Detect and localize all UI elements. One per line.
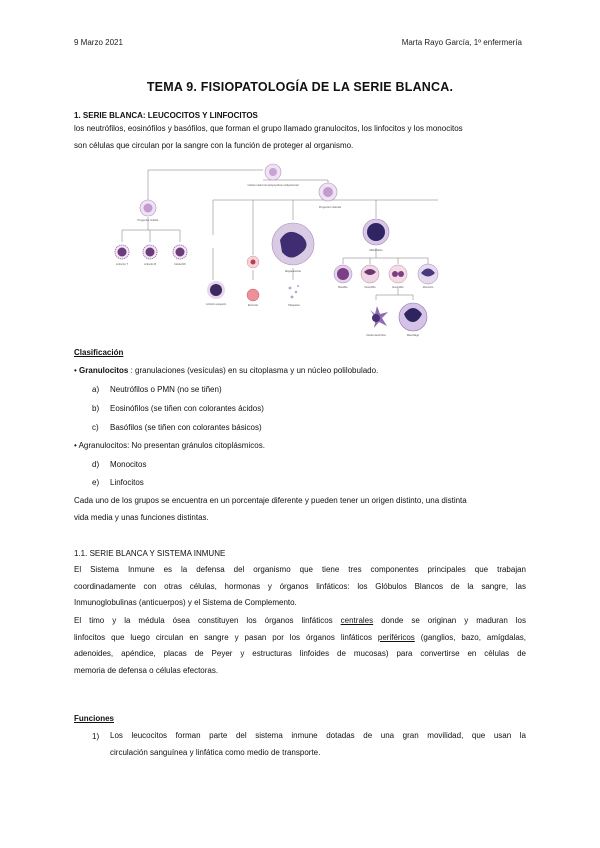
section-heading-sistema-inmune: 1.1. SERIE BLANCA Y SISTEMA INMUNE bbox=[74, 549, 226, 558]
para2-line-3: adenoides, apéndice, placas de Peyer y estructuras linfoides de mucosas) para convertirse en células de bbox=[74, 649, 526, 658]
lymphocyte-group bbox=[115, 245, 187, 259]
intro-line-1: los neutrófilos, eosinófilos y basófilos, que forman el grupo llamado granulocitos, los linfocitos y los monocitos bbox=[74, 124, 463, 133]
label-basophil: Basófilo bbox=[338, 286, 348, 289]
para2-text: (ganglios, bazo, amígdalas, bbox=[414, 632, 527, 642]
granulocitos-line bbox=[74, 366, 378, 375]
intro-line-2: son células que circulan por la sangre con la función de proteger al organismo. bbox=[74, 140, 354, 150]
funciones-line-2: circulación sanguínea y linfática como medio de transporte. bbox=[110, 747, 321, 757]
platelets bbox=[289, 285, 299, 298]
intro-paragraph bbox=[74, 121, 526, 154]
erythrocyte bbox=[247, 289, 259, 301]
label-macrophage: Macrófago bbox=[406, 334, 420, 337]
dendritic-cell bbox=[370, 306, 388, 328]
funciones-item-number: 1) bbox=[92, 732, 100, 741]
label-neutrophil: Neutrófilo bbox=[364, 286, 376, 289]
term-perifericos: periféricos bbox=[377, 632, 415, 642]
label-small-lymph: Linfocito pequeño bbox=[205, 303, 227, 306]
label-platelets: Plaquetas bbox=[288, 304, 300, 307]
granulocitos-term: Granulocitos bbox=[79, 366, 129, 375]
closing-line-1: Cada uno de los grupos se encuentra en un porcentaje diferente y pueden tener un origen distinto, una distinta bbox=[74, 496, 467, 505]
list-item-neutrofilos: Neutrófilos o PMN (no se tiñen) bbox=[110, 385, 222, 394]
list-letter-c: c) bbox=[92, 423, 99, 432]
granulocitos-desc: : granulaciones (vesículas) en su citoplasma y un núcleo polilobulado. bbox=[128, 366, 379, 375]
para1-line-3: Inmunoglobulinas (anticuerpos) y el Sistema de Complemento. bbox=[74, 598, 297, 607]
para2-text: linfocitos que luego circulan en sangre y pasan por los órganos linfáticos bbox=[74, 632, 378, 642]
label-t-lymph: Linfocito T bbox=[116, 263, 128, 266]
list-letter-d: d) bbox=[92, 460, 100, 469]
label-dendritic: Célula dendrítica bbox=[366, 334, 386, 337]
para2-text: donde se originan y maduran los bbox=[373, 616, 527, 625]
para2-text: El timo y la médula ósea constituyen los órganos linfáticos bbox=[74, 616, 341, 625]
agranulocitos-desc: Agranulocitos: No presentan gránulos citoplásmicos. bbox=[78, 441, 265, 450]
bullet: • bbox=[74, 441, 79, 450]
closing-line-2: vida media y unas funciones distintas. bbox=[74, 512, 209, 522]
label-b-lymph: Linfocito B bbox=[143, 263, 157, 266]
granulocyte-row bbox=[334, 264, 438, 284]
label-lymphoid: Progenitor linfoide bbox=[137, 219, 159, 222]
label-stem: Célula madre hematopoyética multipotencial bbox=[247, 184, 299, 187]
list-letter-a: a) bbox=[92, 385, 100, 394]
section-heading-serie-blanca: 1. SERIE BLANCA: LEUCOCITOS Y LINFOCITOS bbox=[74, 111, 258, 120]
sistema-inmune-paragraph-2 bbox=[74, 613, 526, 679]
para1-line-1: El Sistema Inmune es la defensa del organismo que tiene tres componentes principales que trabajan bbox=[74, 565, 526, 574]
list-item-basofilos: Basófilos (se tiñen con colorantes básicos) bbox=[110, 423, 262, 432]
hematopoiesis-figure bbox=[108, 160, 450, 342]
term-centrales: centrales bbox=[340, 616, 374, 625]
bullet: • bbox=[74, 366, 80, 375]
para2-line-1 bbox=[74, 613, 526, 630]
list-letter-b: b) bbox=[92, 404, 100, 413]
funciones-item-1 bbox=[110, 728, 526, 761]
para2-line-4: memoria de defensa o células efectoras. bbox=[74, 665, 219, 675]
label-erythrocyte: Eritrocito bbox=[247, 304, 259, 307]
para2-line-2 bbox=[74, 630, 526, 647]
list-item-monocitos: Monocitos bbox=[110, 460, 147, 469]
para1-line-2: coordinadamente con otras células, hormonas y órganos linfáticos: los Glóbulos Blancos de la sangre, las bbox=[74, 581, 526, 591]
page-title: TEMA 9. FISIOPATOLOGÍA DE LA SERIE BLANCA. bbox=[146, 80, 454, 94]
clasificacion-heading: Clasificación bbox=[74, 348, 124, 357]
label-nk: Célula NK bbox=[174, 263, 186, 266]
label-myeloblast: Mieloblasto bbox=[369, 249, 383, 252]
label-myeloid: Progenitor mieloide bbox=[318, 206, 342, 209]
list-letter-e: e) bbox=[92, 478, 100, 487]
header-author: Marta Rayo García, 1º enfermería bbox=[401, 38, 522, 47]
header-date: 9 Marzo 2021 bbox=[74, 38, 123, 47]
agranulocitos-line bbox=[74, 441, 265, 450]
list-item-eosinofilos: Eosinófilos (se tiñen con colorantes ácidos) bbox=[110, 404, 264, 413]
clasificacion-closing bbox=[74, 493, 526, 526]
label-eosinophil: Eosinófilo bbox=[392, 286, 404, 289]
list-item-linfocitos: Linfocitos bbox=[110, 478, 144, 487]
funciones-line-1: Los leucocitos forman parte del sistema inmune dotadas de una gran movilidad, que usan la bbox=[110, 731, 526, 740]
sistema-inmune-paragraph-1 bbox=[74, 562, 526, 612]
funciones-heading: Funciones bbox=[74, 714, 115, 723]
label-megakaryocyte: Megacariocito bbox=[284, 270, 302, 273]
label-monocyte: Monocito bbox=[422, 286, 434, 289]
